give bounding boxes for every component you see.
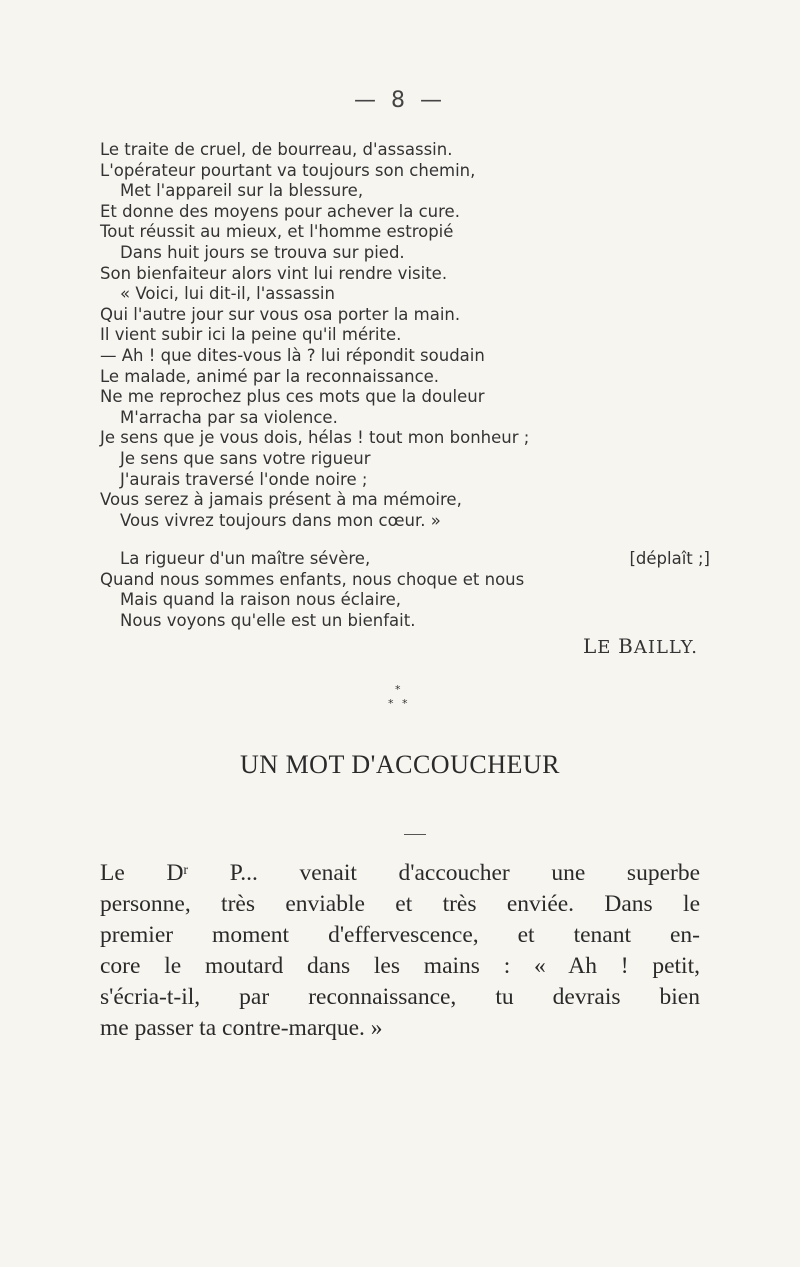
moral-line-3: Mais quand la raison nous éclaire,: [120, 590, 401, 610]
star-top: *: [395, 683, 401, 696]
prose-line-1: [100, 858, 700, 889]
poem-line: Le traite de cruel, de bourreau, d'assassin.: [100, 140, 453, 159]
poem-line: Vous vivrez toujours dans mon cœur. »: [120, 510, 441, 530]
moral-line-2: Quand nous sommes enfants, nous choque et nous: [100, 569, 525, 589]
prose-line-5: s'écria-t-il, par reconnaissance, tu devrais bien: [100, 984, 700, 1010]
signature-initial-2: B: [618, 633, 634, 658]
page-number: — 8 —: [354, 88, 446, 113]
star-right: *: [402, 697, 408, 710]
anecdote-text: [100, 858, 700, 1044]
poem-line: Dans huit jours se trouva sur pied.: [120, 242, 405, 262]
star-left: *: [388, 697, 394, 710]
poem-line: Il vient subir ici la peine qu'il mérite.: [100, 325, 402, 345]
poem-line: Ne me reprochez plus ces mots que la douleur: [100, 387, 485, 407]
poem-line: Qui l'autre jour sur vous osa porter la main.: [100, 304, 461, 324]
moral-stanza: [100, 549, 710, 631]
poem-line: Je sens que sans votre rigueur: [120, 448, 371, 468]
anecdote-title: UN MOT D'ACCOUCHEUR: [240, 750, 560, 779]
poem-line: Son bienfaiteur alors vint lui rendre visite.: [100, 263, 448, 283]
signature: [100, 633, 710, 660]
prose-line-4: core le moutard dans les mains : « Ah ! petit,: [100, 953, 700, 979]
poem-line: Je sens que je vous dois, hélas ! tout mon bonheur ;: [100, 428, 530, 448]
poem-line: Le malade, animé par la reconnaissance.: [100, 366, 440, 386]
doctor-abbr: D: [166, 860, 184, 886]
prose-line-3: premier moment d'effervescence, et tenant en-: [100, 922, 700, 948]
poem-line: L'opérateur pourtant va toujours son chemin,: [100, 160, 476, 180]
title-rule: [404, 834, 426, 835]
moral-line-4: Nous voyons qu'elle est un bienfait.: [120, 611, 416, 631]
poem-lines: [100, 140, 710, 531]
prose-lead: Le: [100, 860, 125, 886]
asterism-separator: [382, 684, 418, 714]
poem-line: Met l'appareil sur la blessure,: [120, 181, 364, 201]
prose-line-2: personne, très enviable et très enviée. Dans le: [100, 891, 700, 917]
poem: [100, 140, 710, 660]
prose-line-1-text: P... venait d'accoucher une superbe: [229, 860, 701, 886]
moral-line-1-note: [déplaît ;]: [629, 549, 710, 569]
doctor-sup: r: [183, 863, 189, 878]
poem-line: « Voici, lui dit-il, l'assassin: [120, 284, 335, 304]
poem-line: Et donne des moyens pour achever la cure.: [100, 201, 460, 221]
poem-line: Tout réussit au mieux, et l'homme estropié: [100, 222, 454, 242]
poem-line: Vous serez à jamais présent à ma mémoire,: [100, 490, 462, 510]
signature-rest: E: [597, 636, 619, 658]
moral-line-1: [100, 549, 710, 570]
signature-initial: L: [582, 633, 598, 658]
prose-line-6: me passer ta contre-marque. »: [100, 1015, 383, 1041]
poem-line: J'aurais traversé l'onde noire ;: [120, 469, 368, 489]
moral-line-1-text: La rigueur d'un maître sévère,: [120, 549, 371, 569]
signature-rest-2: AILLY.: [633, 636, 698, 658]
poem-line: — Ah ! que dites-vous là ? lui répondit soudain: [100, 345, 485, 365]
poem-line: M'arracha par sa violence.: [120, 407, 338, 427]
